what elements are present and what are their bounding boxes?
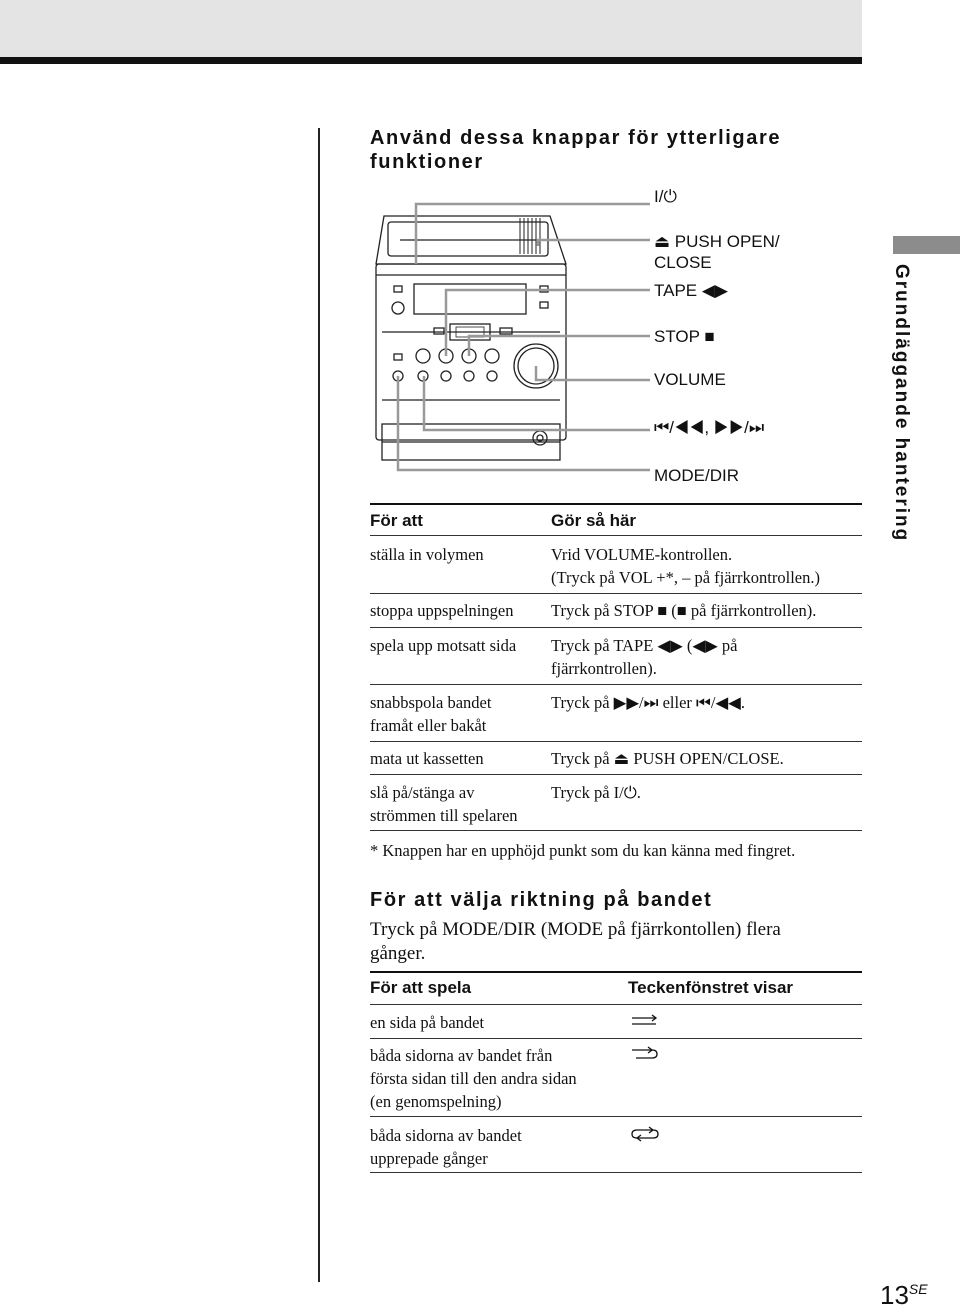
label-push-open: ⏏ PUSH OPEN/ (654, 232, 780, 251)
table1-row-rule (370, 593, 862, 594)
table2-top-rule (370, 971, 862, 973)
table1-row-rule (370, 627, 862, 628)
row-how-cont: fjärrkontrollen). (551, 659, 657, 678)
row-how: Tryck på STOP ■ (■ på fjärrkontrollen). (551, 601, 817, 620)
label-tape: TAPE ◀▶ (654, 281, 729, 300)
table2-header-display: Teckenfönstret visar (628, 978, 794, 997)
table1-row-rule (370, 684, 862, 685)
row-action: ställa in volymen (370, 545, 484, 564)
section-heading-direction: För att välja riktning på bandet (370, 889, 713, 911)
row-action-cont: strömmen till spelaren (370, 806, 518, 825)
label-skip: ⏮/◀◀, ▶▶/⏭ (654, 418, 765, 437)
row-desc-line: båda sidorna av bandet från (370, 1046, 553, 1065)
row-desc-line: första sidan till den andra sidan (370, 1069, 577, 1088)
reverse-once-icon (630, 1046, 660, 1062)
table1-row-rule (370, 741, 862, 742)
table1-bottom-rule (370, 830, 862, 831)
row-action: spela upp motsatt sida (370, 636, 517, 655)
footnote: * Knappen har en upphöjd punkt som du kan känna med fingret. (370, 841, 796, 860)
page-number-value: 13 (880, 1280, 909, 1310)
row-how: Tryck på ▶▶/⏭ eller ⏮/◀◀. (551, 693, 745, 712)
label-power: I/⏻ (654, 187, 677, 206)
label-volume: VOLUME (654, 370, 726, 389)
reverse-repeat-icon (628, 1126, 662, 1142)
row-how: Tryck på I/⏻. (551, 783, 641, 802)
table2-row-rule (370, 1038, 862, 1039)
header-rule (0, 57, 862, 64)
label-close: CLOSE (654, 253, 712, 272)
table2-bottom-rule (370, 1172, 862, 1173)
row-desc-line: båda sidorna av bandet (370, 1126, 522, 1145)
row-action-cont: framåt eller bakåt (370, 716, 487, 735)
row-how: Vrid VOLUME-kontrollen. (551, 545, 733, 564)
row-action: mata ut kassetten (370, 749, 484, 768)
table1-top-rule (370, 503, 862, 505)
table2-header-play: För att spela (370, 978, 472, 997)
table1-row-rule (370, 774, 862, 775)
table1-header-action: För att (370, 511, 423, 530)
device-illustration (360, 180, 830, 500)
row-desc-line: upprepade gånger (370, 1149, 488, 1168)
row-desc-line: (en genomspelning) (370, 1092, 502, 1111)
table2-header-rule (370, 1004, 862, 1005)
page-number-suffix: SE (908, 1281, 928, 1297)
label-stop: STOP ■ (654, 327, 715, 346)
label-mode-dir: MODE/DIR (654, 466, 739, 485)
row-how-cont: (Tryck på VOL +*, – på fjärrkontrollen.) (551, 568, 820, 587)
row-action: stoppa uppspelningen (370, 601, 514, 620)
section-tab-marker (893, 236, 960, 254)
side-section-title: Grundläggande hantering (891, 264, 912, 543)
row-how: Tryck på ⏏ PUSH OPEN/CLOSE. (551, 749, 784, 768)
header-bar (0, 0, 862, 57)
table2-row-rule (370, 1116, 862, 1117)
row-action: slå på/stänga av (370, 783, 475, 802)
section-intro: Tryck på MODE/DIR (MODE på fjärrkontollen) flera gånger. (370, 919, 781, 964)
row-desc-line: en sida på bandet (370, 1013, 485, 1032)
section-heading-buttons: Använd dessa knappar för ytterligare funktioner (370, 127, 782, 173)
page-number (880, 1280, 928, 1311)
row-how: Tryck på TAPE ◀▶ (◀▶ på (551, 636, 738, 655)
column-divider (318, 128, 320, 1282)
table1-header-how: Gör så här (551, 511, 637, 530)
row-action: snabbspola bandet (370, 693, 492, 712)
table1-header-rule (370, 535, 862, 536)
one-way-arrow-icon (630, 1014, 660, 1028)
